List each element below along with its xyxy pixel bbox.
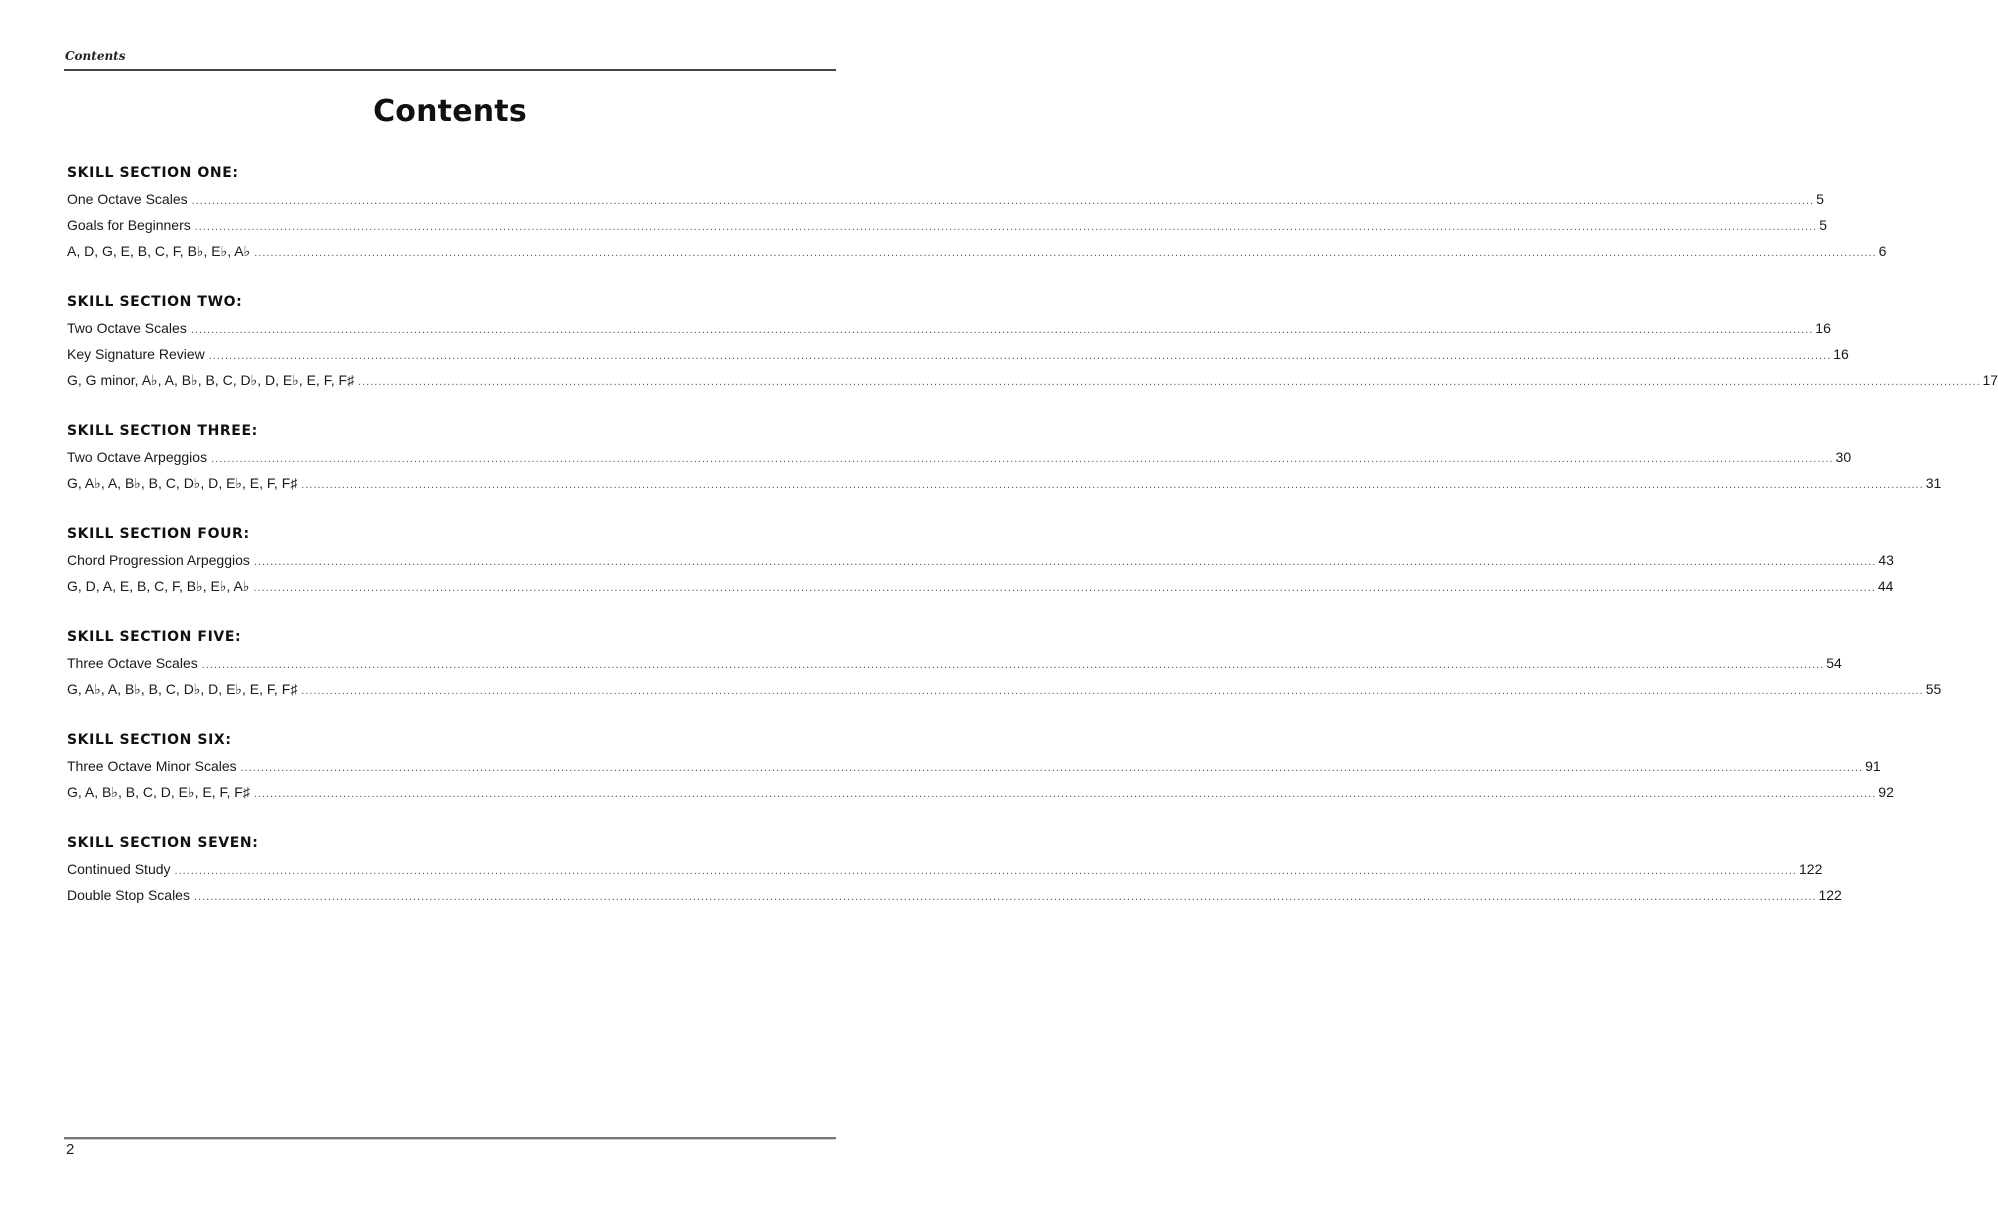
section-heading: SKILL SECTION TWO: [67,294,243,310]
section-heading: SKILL SECTION SEVEN: [67,835,259,851]
dot-leader: ................................................................................................................................................................................................................................................................................................................................................................................................................ [191,195,1815,207]
dot-leader: ................................................................................................................................................................................................................................................................................................................................................................................................................ [201,659,1825,671]
header-rule [64,69,836,71]
section-heading: SKILL SECTION THREE: [67,423,258,439]
dot-leader: ................................................................................................................................................................................................................................................................................................................................................................................................................ [190,324,1814,336]
section-heading: SKILL SECTION FIVE: [67,629,242,645]
toc-entry-page: 122 [1799,861,1823,877]
toc-entry-page: 55 [1925,681,1942,697]
dot-leader: ................................................................................................................................................................................................................................................................................................................................................................................................................ [174,865,1797,877]
toc-entry[interactable] [67,753,1881,779]
dot-leader: ................................................................................................................................................................................................................................................................................................................................................................................................................ [208,350,1832,362]
toc-entry-page: 92 [1878,784,1894,800]
toc-entry-label: A, D, G, E, B, C, F, B♭, E♭, A♭ [67,243,251,259]
toc-entry-page: 43 [1878,552,1894,568]
toc-entry-page: 54 [1826,655,1842,671]
dot-leader: ................................................................................................................................................................................................................................................................................................................................................................................................................ [253,582,1876,594]
running-head: Contents [65,49,126,63]
toc-entry-page: 5 [1819,217,1827,233]
dot-leader: ................................................................................................................................................................................................................................................................................................................................................................................................................ [194,221,1818,233]
toc-section [67,624,1942,702]
toc-entry[interactable] [67,238,1887,264]
toc-section [67,830,1842,908]
toc-entry-label: G, G minor, A♭, A, B♭, B, C, D♭, D, E♭, E, F, F♯ [67,372,355,388]
dot-leader: ................................................................................................................................................................................................................................................................................................................................................................................................................ [211,453,1834,465]
toc-entry[interactable] [67,367,1998,393]
footer-rule [64,1137,836,1140]
toc-entry-label: G, A, B♭, B, C, D, E♭, E, F, F♯ [67,784,250,800]
dot-leader: ................................................................................................................................................................................................................................................................................................................................................................................................................ [301,685,1924,697]
toc-entry-label: Two Octave Arpeggios [67,449,208,465]
dot-leader: ................................................................................................................................................................................................................................................................................................................................................................................................................ [240,762,1864,774]
toc-entry[interactable] [67,547,1894,573]
toc-entry[interactable] [67,882,1842,908]
toc-entry[interactable] [67,676,1942,702]
page-number: 2 [66,1141,75,1158]
toc-entry[interactable] [67,341,1849,367]
toc-entry[interactable] [67,315,1831,341]
toc-entry-label: Three Octave Scales [67,655,198,671]
toc-entry[interactable] [67,186,1824,212]
page-title: Contents [373,94,527,129]
toc-entry-label: G, D, A, E, B, C, F, B♭, E♭, A♭ [67,578,250,594]
toc-entry-label: Goals for Beginners [67,217,191,233]
toc-entry[interactable] [67,573,1894,599]
dot-leader: ................................................................................................................................................................................................................................................................................................................................................................................................................ [253,788,1877,800]
toc-entry-page: 5 [1816,191,1824,207]
toc-entry-label: Key Signature Review [67,346,205,362]
dot-leader: ................................................................................................................................................................................................................................................................................................................................................................................................................ [358,376,1981,388]
toc-section [67,160,1887,264]
toc-entry[interactable] [67,212,1827,238]
toc-entry-label: Chord Progression Arpeggios [67,552,250,568]
dot-leader: ................................................................................................................................................................................................................................................................................................................................................................................................................ [253,556,1877,568]
toc-entry-label: Two Octave Scales [67,320,187,336]
toc-entry-page: 122 [1818,887,1842,903]
toc-entry-page: 91 [1865,758,1881,774]
toc-entry-label: Three Octave Minor Scales [67,758,237,774]
toc-entry[interactable] [67,444,1852,470]
toc-entry[interactable] [67,779,1894,805]
toc-entry-page: 31 [1925,475,1942,491]
toc-entry-page: 44 [1877,578,1894,594]
toc-entry-label: G, A♭, A, B♭, B, C, D♭, D, E♭, E, F, F♯ [67,681,298,697]
toc-section [67,521,1894,599]
toc-entry-page: 17 [1982,372,1998,388]
toc-entry[interactable] [67,650,1842,676]
toc-entry-label: One Octave Scales [67,191,188,207]
toc-section [67,418,1942,496]
toc-entry-page: 30 [1835,449,1852,465]
toc-entry[interactable] [67,470,1942,496]
section-heading: SKILL SECTION FOUR: [67,526,250,542]
toc-entry-label: G, A♭, A, B♭, B, C, D♭, D, E♭, E, F, F♯ [67,475,298,491]
dot-leader: ................................................................................................................................................................................................................................................................................................................................................................................................................ [254,247,1877,259]
toc-entry-page: 16 [1815,320,1831,336]
toc-entry[interactable] [67,856,1823,882]
toc-entry-page: 16 [1833,346,1849,362]
section-heading: SKILL SECTION ONE: [67,165,239,181]
toc-entry-page: 6 [1878,243,1887,259]
dot-leader: ................................................................................................................................................................................................................................................................................................................................................................................................................ [193,891,1817,903]
toc-section [67,289,1998,393]
toc-entry-label: Double Stop Scales [67,887,190,903]
dot-leader: ................................................................................................................................................................................................................................................................................................................................................................................................................ [301,479,1924,491]
toc-entry-label: Continued Study [67,861,171,877]
table-of-contents [67,160,1998,933]
toc-section [67,727,1894,805]
section-heading: SKILL SECTION SIX: [67,732,232,748]
